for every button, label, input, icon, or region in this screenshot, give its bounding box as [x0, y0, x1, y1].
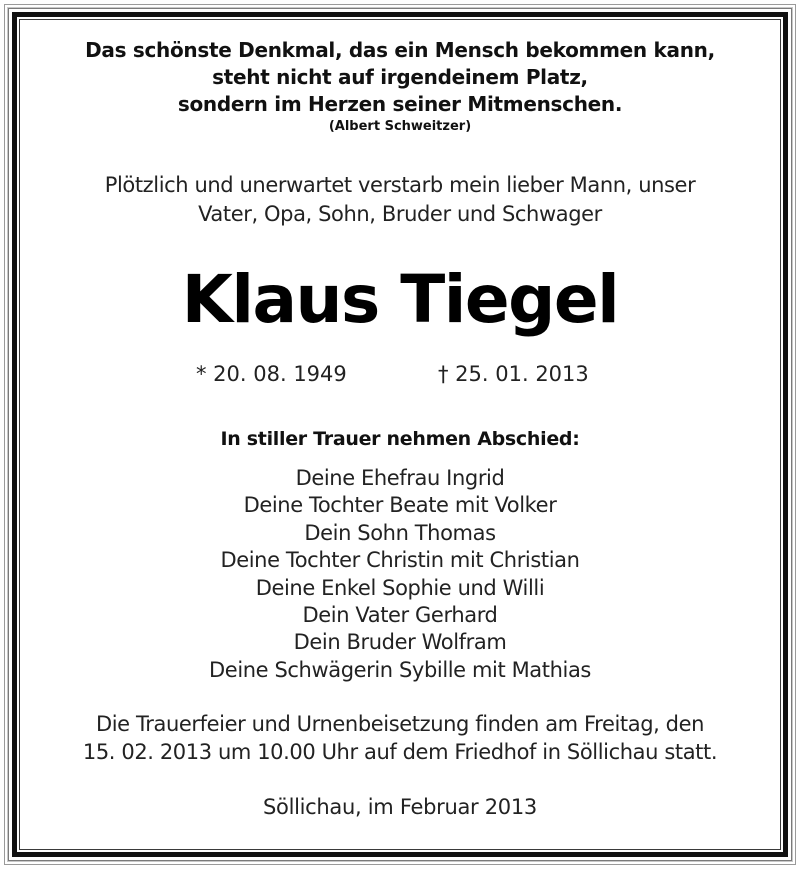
- quote-line: Das schönste Denkmal, das ein Mensch bekommen kann,: [85, 38, 715, 62]
- service-line: Die Trauerfeier und Urnenbeisetzung finden am Freitag, den: [95, 712, 705, 736]
- intro-line: Vater, Opa, Sohn, Bruder und Schwager: [198, 202, 602, 226]
- mourner-entry: Deine Tochter Christin mit Christian: [220, 548, 580, 573]
- deceased-name-block: [0, 260, 800, 340]
- mourner-entry: Deine Ehefrau Ingrid: [295, 466, 505, 490]
- farewell-heading: In stiller Trauer nehmen Abschied:: [220, 428, 580, 450]
- farewell-heading-block: [0, 426, 800, 452]
- quote-author: (Albert Schweitzer): [328, 119, 472, 134]
- life-dates: [0, 360, 800, 388]
- mourner-entry: Dein Vater Gerhard: [302, 603, 498, 628]
- quote-block: [0, 37, 800, 136]
- mourner-entry: Deine Enkel Sophie und Willi: [255, 575, 545, 600]
- mourner-entry: Dein Sohn Thomas: [304, 520, 496, 545]
- mourner-entry: Deine Tochter Beate mit Volker: [243, 493, 557, 518]
- mourner-entry: Dein Bruder Wolfram: [293, 630, 507, 655]
- mourners-list: [0, 465, 800, 684]
- mourner-entry: Deine Schwägerin Sybille mit Mathias: [209, 657, 591, 682]
- quote-line: steht nicht auf irgendeinem Platz,: [212, 65, 588, 89]
- intro-block: [0, 171, 800, 229]
- deceased-name: Klaus Tiegel: [181, 261, 619, 338]
- service-line: 15. 02. 2013 um 10.00 Uhr auf dem Friedhof in Söllichau statt.: [82, 740, 718, 764]
- closing-block: [0, 793, 800, 821]
- birth-date: * 20. 08. 1949: [196, 362, 347, 386]
- intro-line: Plötzlich und unerwartet verstarb mein lieber Mann, unser: [104, 173, 696, 197]
- place-and-date: Söllichau, im Februar 2013: [263, 795, 537, 819]
- death-date: † 25. 01. 2013: [438, 362, 589, 386]
- quote-line: sondern im Herzen seiner Mitmenschen.: [177, 92, 623, 116]
- service-info: [0, 710, 800, 766]
